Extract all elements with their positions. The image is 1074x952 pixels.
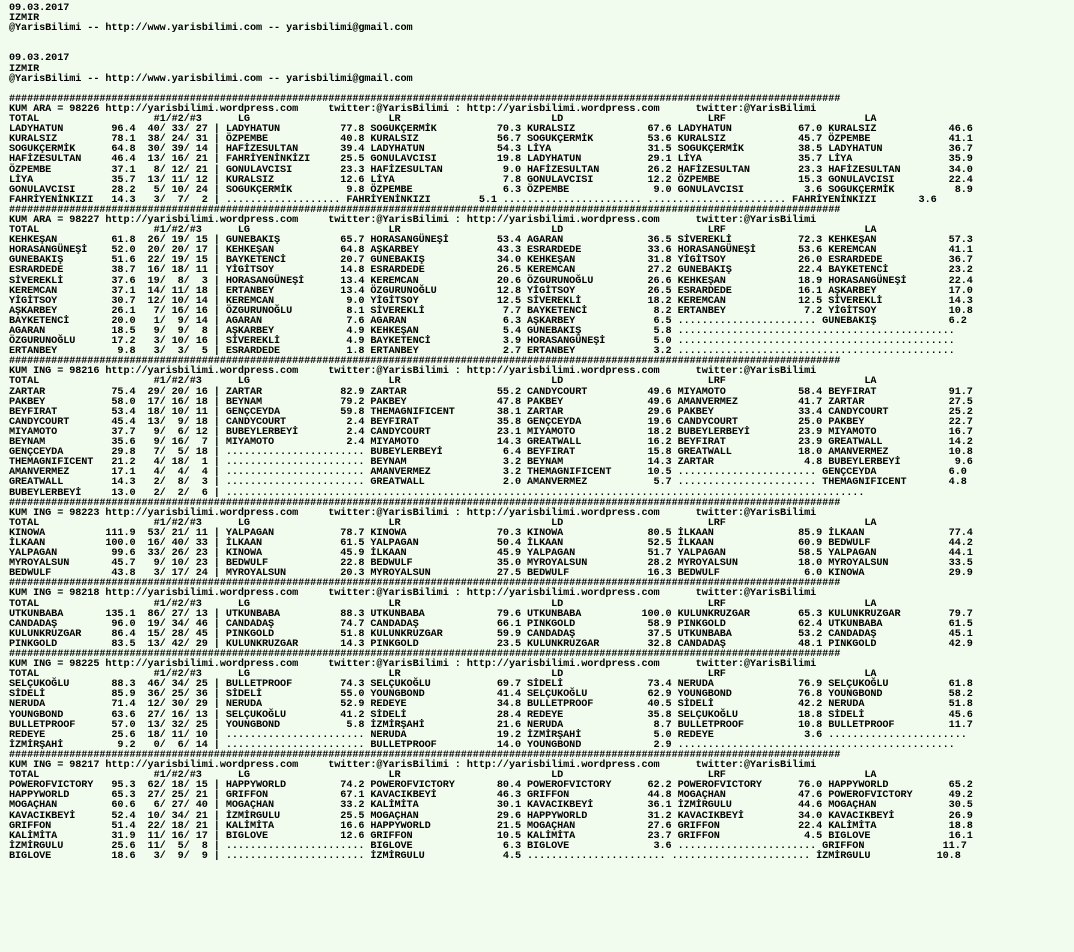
table-row: GREATWALL 14.3 2/ 8/ 3 | ....................... GREATWALL 2.0 AMANVERMEZ 5.7 ....................... THEMAGNIFICENT 4.8 xyxy=(9,477,967,489)
table-row: BULLETPROOF 57.0 13/ 32/ 25 | YOUNGBOND 5.8 İZMİRŞAHİ 21.6 NERUDA 8.7 BULLETPROOF 10.8 BULLETPROOF 11.7 xyxy=(9,719,973,731)
column-header: TOTAL #1/#2/#3 LG LR LD LRF LA xyxy=(9,376,877,388)
table-row: KEREMCAN 37.1 14/ 11/ 18 | ERTANBEY 13.4 ÖZGURUNOĞLU 12.8 YİGİTSOY 26.5 ESRARDEDE 16.1 AŞKARBEY 17.0 xyxy=(9,285,973,297)
table-row: ERTANBEY 9.8 3/ 3/ 5 | ESRARDEDE 1.8 ERTANBEY 2.7 ERTANBEY 3.2 .............................................. xyxy=(9,346,955,358)
column-header: TOTAL #1/#2/#3 LG LR LD LRF LA xyxy=(9,770,877,782)
table-row: CANDYCOURT 45.4 13/ 9/ 18 | CANDYCOURT 2.4 BEYFIRAT 35.8 GENÇCEYDA 19.6 CANDYCOURT 25.0 PAKBEY 22.7 xyxy=(9,416,973,428)
table-row: CANDADAŞ 96.0 19/ 34/ 46 | CANDADAŞ 74.7 CANDADAŞ 66.1 PINKGOLD 58.9 PINKGOLD 62.4 UTKUNBABA 61.5 xyxy=(9,618,973,630)
table-row: BEYFIRAT 53.4 18/ 10/ 11 | GENÇCEYDA 59.8 THEMAGNIFICENT 38.1 ZARTAR 29.6 PAKBEY 33.4 CANDYCOURT 25.2 xyxy=(9,406,973,418)
table-row: İLKAAN 100.0 16/ 40/ 33 | İLKAAN 61.5 YALPAGAN 50.4 İLKAAN 52.5 İLKAAN 60.9 BEDWULF 44.2 xyxy=(9,537,973,549)
column-header: TOTAL #1/#2/#3 LG LR LD LRF LA xyxy=(9,517,877,529)
table-row: PAKBEY 58.0 17/ 16/ 18 | BEYNAM 79.2 PAKBEY 47.8 PAKBEY 49.6 AMANVERMEZ 41.7 ZARTAR 27.5 xyxy=(9,396,973,408)
table-row: AŞKARBEY 26.1 7/ 16/ 16 | ÖZGURUNOĞLU 8.1 SİVEREKLİ 7.7 BAYKETENCİ 8.2 ERTANBEY 7.2 YİGİTSOY 10.8 xyxy=(9,305,973,317)
table-row: MYROYALSUN 45.7 9/ 10/ 23 | BEDWULF 22.8 BEDWULF 35.0 MYROYALSUN 28.2 MYROYALSUN 18.0 MYROYALSUN 33.5 xyxy=(9,558,973,570)
table-row: GUNEBAKIŞ 51.6 22/ 19/ 15 | BAYKETENCİ 20.7 GUNEBAKIŞ 34.0 KEHKEŞAN 31.8 YİGİTSOY 26.0 ESRARDEDE 36.7 xyxy=(9,255,973,267)
table-row: YİGİTSOY 30.7 12/ 10/ 14 | KEREMCAN 9.0 YİGİTSOY 12.5 SİVEREKLİ 18.2 KEREMCAN 12.5 SİVEREKLİ 14.3 xyxy=(9,295,973,307)
race-header: KUM ARA = 98227 http://yarisbilimi.wordpress.com twitter:@YarisBilimi : http://yarisbilimi.wordpress.com twitter:@YarisBilimi xyxy=(9,214,817,226)
table-row: AGARAN 18.5 9/ 9/ 8 | AŞKARBEY 4.9 KEHKEŞAN 5.4 GUNEBAKIŞ 5.8 .............................................. xyxy=(9,326,955,337)
section-divider: ########################################################################################################################################## xyxy=(9,356,841,368)
table-row: NERUDA 71.4 12/ 30/ 29 | NERUDA 52.9 REDEYE 34.8 BULLETPROOF 40.5 SİDELİ 42.2 NERUDA 51.8 xyxy=(9,699,973,711)
race-header: KUM ING = 98216 http://yarisbilimi.wordpress.com twitter:@YarisBilimi : http://yarisbilimi.wordpress.com twitter:@YarisBilimi xyxy=(9,366,817,378)
table-row: YALPAGAN 99.6 33/ 26/ 23 | KINOWA 45.9 İLKAAN 45.9 YALPAGAN 51.7 YALPAGAN 58.5 YALPAGAN 44.1 xyxy=(9,548,973,560)
column-header: TOTAL #1/#2/#3 LG LR LD LRF LA xyxy=(9,669,877,681)
table-row: KEHKEŞAN 61.8 26/ 19/ 15 | GUNEBAKIŞ 65.7 HORASANGÜNEŞİ 53.4 AGARAN 36.5 SİVEREKLİ 72.3 KEHKEŞAN 57.3 xyxy=(9,235,973,247)
column-header: TOTAL #1/#2/#3 LG LR LD LRF LA xyxy=(9,114,877,126)
table-row: ÖZPEMBE 37.1 8/ 12/ 21 | GONULAVCISI 23.3 HAFİZESULTAN 9.0 HAFİZESULTAN 26.2 HAFİZESULTAN 23.3 HAFİZESULTAN 34.0 xyxy=(9,164,973,176)
table-row: GENÇCEYDA 29.8 7/ 5/ 18 | ....................... BUBEYLERBEYİ 6.4 BEYFIRAT 15.8 GREATWALL 18.0 AMANVERMEZ 10.8 xyxy=(9,447,973,459)
table-row: REDEYE 25.6 18/ 11/ 10 | ....................... NERUDA 19.2 İZMİRŞAHİ 5.0 REDEYE 3.6 ....................... xyxy=(9,729,967,741)
column-header: TOTAL #1/#2/#3 LG LR LD LRF LA xyxy=(9,598,877,610)
city-line: IZMIR xyxy=(9,63,40,75)
table-row: BEDWULF 43.8 3/ 17/ 24 | MYROYALSUN 20.3 MYROYALSUN 27.5 BEDWULF 16.3 BEDWULF 6.0 KINOWA 29.9 xyxy=(9,568,973,580)
table-row: ZARTAR 75.4 29/ 20/ 16 | ZARTAR 82.9 ZARTAR 55.2 CANDYCOURT 49.6 MIYAMOTO 58.4 BEYFIRAT 91.7 xyxy=(9,386,973,398)
table-row: AMANVERMEZ 17.1 4/ 4/ 4 | ....................... AMANVERMEZ 3.2 THEMAGNIFICENT 10.5 ....................... GENÇCEYDA 6.0 xyxy=(9,467,967,479)
section-divider: ########################################################################################################################################## xyxy=(9,649,841,660)
table-row: MOGAÇHAN 60.6 6/ 27/ 40 | MOGAÇHAN 33.2 KALİMİTA 30.1 KAVACIKBEYİ 36.1 İZMİRGULU 44.6 MOGAÇHAN 30.5 xyxy=(9,800,973,812)
table-row: İZMİRGULU 25.6 11/ 5/ 8 | ....................... BIGLOVE 6.3 BIGLOVE 3.6 ....................... GRIFFON 11.7 xyxy=(9,840,967,852)
table-row: POWEROFVICTORY 95.3 62/ 18/ 15 | HAPPYWORLD 74.2 POWEROFVICTORY 80.4 POWEROFVICTORY 62.2 POWEROFVICTORY 76.0 HAPPYWORLD 65.2 xyxy=(9,780,973,792)
table-row: MIYAMOTO 37.7 9/ 6/ 12 | BUBEYLERBEYİ 2.4 CANDYCOURT 23.1 MIYAMOTO 18.2 BUBEYLERBEYİ 23.9 MIYAMOTO 16.7 xyxy=(9,426,973,438)
section-divider: ########################################################################################################################################## xyxy=(9,749,841,761)
table-row: SİDELİ 85.9 36/ 25/ 36 | SİDELİ 55.0 YOUNGBOND 41.4 SELÇUKOĞLU 62.9 YOUNGBOND 76.8 YOUNGBOND 58.2 xyxy=(9,689,973,701)
table-row: KURALSIZ 78.1 38/ 24/ 31 | ÖZPEMBE 40.8 KURALSIZ 56.7 SOGUKÇERMİK 53.6 KURALSIZ 45.7 ÖZPEMBE 41.1 xyxy=(9,134,973,146)
blank-line xyxy=(9,34,1074,44)
race-header: KUM ING = 98217 http://yarisbilimi.wordpress.com twitter:@YarisBilimi : http://yarisbilimi.wordpress.com twitter:@YarisBilimi xyxy=(9,760,817,772)
table-row: GONULAVCISI 28.2 5/ 10/ 24 | SOGUKÇERMİK 9.8 ÖZPEMBE 6.3 ÖZPEMBE 9.0 GONULAVCISI 3.6 SOGUKÇERMİK 8.9 xyxy=(9,184,973,196)
table-row: PINKGOLD 83.5 13/ 42/ 29 | KULUNKRUZGAR 14.3 PINKGOLD 23.5 KULUNKRUZGAR 32.8 CANDADAŞ 48.1 PINKGOLD 42.9 xyxy=(9,638,973,650)
table-row: BAYKETENCİ 20.0 1/ 9/ 14 | AGARAN 7.6 AGARAN 6.3 AŞKARBEY 6.5 ....................... GUNEBAKIŞ 6.2 xyxy=(9,315,967,327)
table-row: LİYA 35.7 13/ 11/ 12 | KURALSIZ 12.6 LİYA 7.8 GONULAVCISI 12.2 ÖZPEMBE 15.3 GONULAVCISI 22.4 xyxy=(9,174,973,186)
race-header: KUM ARA = 98226 http://yarisbilimi.wordpress.com twitter:@YarisBilimi : http://yarisbilimi.wordpress.com twitter:@YarisBilimi xyxy=(9,103,817,115)
table-row: BIGLOVE 18.6 3/ 9/ 9 | ....................... İZMİRGULU 4.5 ....................... ....................... İZMİRGULU 10.8 xyxy=(9,850,961,862)
section-divider: ########################################################################################################################################## xyxy=(9,497,841,509)
contact-line: @YarisBilimi -- http://www.yarisbilimi.com -- yarisbilimi@gmail.com xyxy=(9,23,413,35)
table-row: KAVACIKBEYİ 52.4 10/ 34/ 21 | İZMİRGULU 25.5 MOGAÇHAN 29.6 HAPPYWORLD 31.2 KAVACIKBEYİ 34.0 KAVACIKBEYİ 26.9 xyxy=(9,810,973,822)
blank-line xyxy=(9,44,1074,54)
section-divider: ########################################################################################################################################## xyxy=(9,93,841,105)
table-row: GRIFFON 51.4 22/ 18/ 21 | KALİMİTA 16.6 HAPPYWORLD 21.5 MOGAÇHAN 27.6 GRIFFON 22.4 KALİMİTA 18.8 xyxy=(9,820,973,832)
table-row: KALİMİTA 31.9 11/ 16/ 17 | BIGLOVE 12.6 GRIFFON 10.5 KALİMİTA 23.7 GRIFFON 4.5 BIGLOVE 16.1 xyxy=(9,830,973,842)
table-row: İZMİRŞAHİ 9.2 0/ 6/ 14 | ....................... BULLETPROOF 14.0 YOUNGBOND 2.9 .............................................. xyxy=(9,739,955,751)
table-row: HAFİZESULTAN 46.4 13/ 16/ 21 | FAHRİYENİNKİZI 25.5 GONULAVCISI 19.8 LADYHATUN 29.1 LİYA 35.7 LİYA 35.9 xyxy=(9,154,973,166)
table-row: HAPPYWORLD 65.3 27/ 25/ 21 | GRIFFON 67.1 KAVACIKBEYİ 46.3 GRIFFON 44.8 MOGAÇHAN 47.6 POWEROFVICTORY 49.2 xyxy=(9,790,973,802)
date-line: 09.03.2017 xyxy=(9,53,70,65)
table-row: SOGUKÇERMİK 64.8 30/ 39/ 14 | HAFİZESULTAN 39.4 LADYHATUN 54.3 LİYA 31.5 SOGUKÇERMİK 38.5 LADYHATUN 36.7 xyxy=(9,144,973,156)
table-row: THEMAGNIFICENT 21.2 4/ 18/ 1 | ....................... BEYNAM 3.2 BEYNAM 14.3 ZARTAR 4.8 BUBEYLERBEYİ 9.6 xyxy=(9,457,973,469)
table-row: YOUNGBOND 63.6 27/ 16/ 13 | SELÇUKOĞLU 41.2 SİDELİ 28.4 REDEYE 35.8 SELÇUKOĞLU 18.8 SİDELİ 45.6 xyxy=(9,709,973,721)
table-row: UTKUNBABA 135.1 86/ 27/ 13 | UTKUNBABA 88.3 UTKUNBABA 79.6 UTKUNBABA 100.0 KULUNKRUZGAR 65.3 KULUNKRUZGAR 79.7 xyxy=(9,608,973,620)
table-row: BUBEYLERBEYİ 13.0 2/ 2/ 6 | .......................................................................................................... xyxy=(9,487,865,499)
city-line: IZMIR xyxy=(9,13,40,25)
table-row: HORASANGÜNEŞİ 52.0 20/ 20/ 17 | KEHKEŞAN 64.8 AŞKARBEY 43.3 ESRARDEDE 33.6 HORASANGÜNEŞİ 53.6 KEREMCAN 41.1 xyxy=(9,245,973,257)
section-divider: ########################################################################################################################################## xyxy=(9,204,841,216)
table-row: LADYHATUN 96.4 40/ 33/ 27 | LADYHATUN 77.8 SOGUKÇERMİK 70.3 KURALSIZ 67.6 LADYHATUN 67.0 KURALSIZ 46.6 xyxy=(9,124,973,136)
race-header: KUM ING = 98223 http://yarisbilimi.wordpress.com twitter:@YarisBilimi : http://yarisbilimi.wordpress.com twitter:@YarisBilimi xyxy=(9,507,817,519)
table-row: KULUNKRUZGAR 86.4 15/ 28/ 45 | PINKGOLD 51.8 KULUNKRUZGAR 59.9 CANDADAŞ 37.5 UTKUNBABA 53.2 CANDADAŞ 45.1 xyxy=(9,628,973,640)
table-row: SİVEREKLİ 37.6 19/ 8/ 3 | HORASANGÜNEŞİ 13.4 KEREMCAN 20.6 ÖZGURUNOĞLU 26.6 KEHKEŞAN 18.9 HORASANGÜNEŞİ 22.4 xyxy=(9,275,973,287)
table-row: KINOWA 111.9 53/ 21/ 11 | YALPAGAN 78.7 KINOWA 70.3 KINOWA 80.5 İLKAAN 85.9 İLKAAN 77.4 xyxy=(9,527,973,539)
table-row: FAHRİYENİNKIZI 14.3 3/ 7/ 2 | ................... FAHRİYENİNKIZI 5.1 ....................... ....................... FAHRİYENİNKIZI 3.6 xyxy=(9,194,937,206)
contact-line: @YarisBilimi -- http://www.yarisbilimi.com -- yarisbilimi@gmail.com xyxy=(9,73,413,85)
race-header: KUM ING = 98225 http://yarisbilimi.wordpress.com twitter:@YarisBilimi : http://yarisbilimi.wordpress.com twitter:@YarisBilimi xyxy=(9,659,817,671)
date-line: 09.03.2017 xyxy=(9,3,70,14)
table-row: BEYNAM 35.6 9/ 16/ 7 | MIYAMOTO 2.4 MIYAMOTO 14.3 GREATWALL 16.2 BEYFIRAT 23.9 GREATWALL 14.2 xyxy=(9,437,973,449)
column-header: TOTAL #1/#2/#3 LG LR LD LRF LA xyxy=(9,225,877,237)
table-row: ESRARDEDE 38.7 16/ 18/ 11 | YİGİTSOY 14.8 ESRARDEDE 26.5 KEREMCAN 27.2 GUNEBAKIŞ 22.4 BAYKETENCİ 23.2 xyxy=(9,265,973,277)
table-row: ÖZGURUNOĞLU 17.2 3/ 10/ 16 | SİVEREKLİ 4.9 BAYKETENCİ 3.9 HORASANGÜNEŞİ 5.0 .............................................. xyxy=(9,336,955,348)
section-divider: ########################################################################################################################################## xyxy=(9,578,841,590)
race-header: KUM ING = 98218 http://yarisbilimi.wordpress.com twitter:@YarisBilimi : http://yarisbilimi.wordpress.com twitter:@YarisBilimi xyxy=(9,588,817,600)
table-row: SELÇUKOĞLU 88.3 46/ 34/ 25 | BULLETPROOF 74.3 SELÇUKOĞLU 69.7 SİDELİ 73.4 NERUDA 76.9 SELÇUKOĞLU 61.8 xyxy=(9,679,973,691)
